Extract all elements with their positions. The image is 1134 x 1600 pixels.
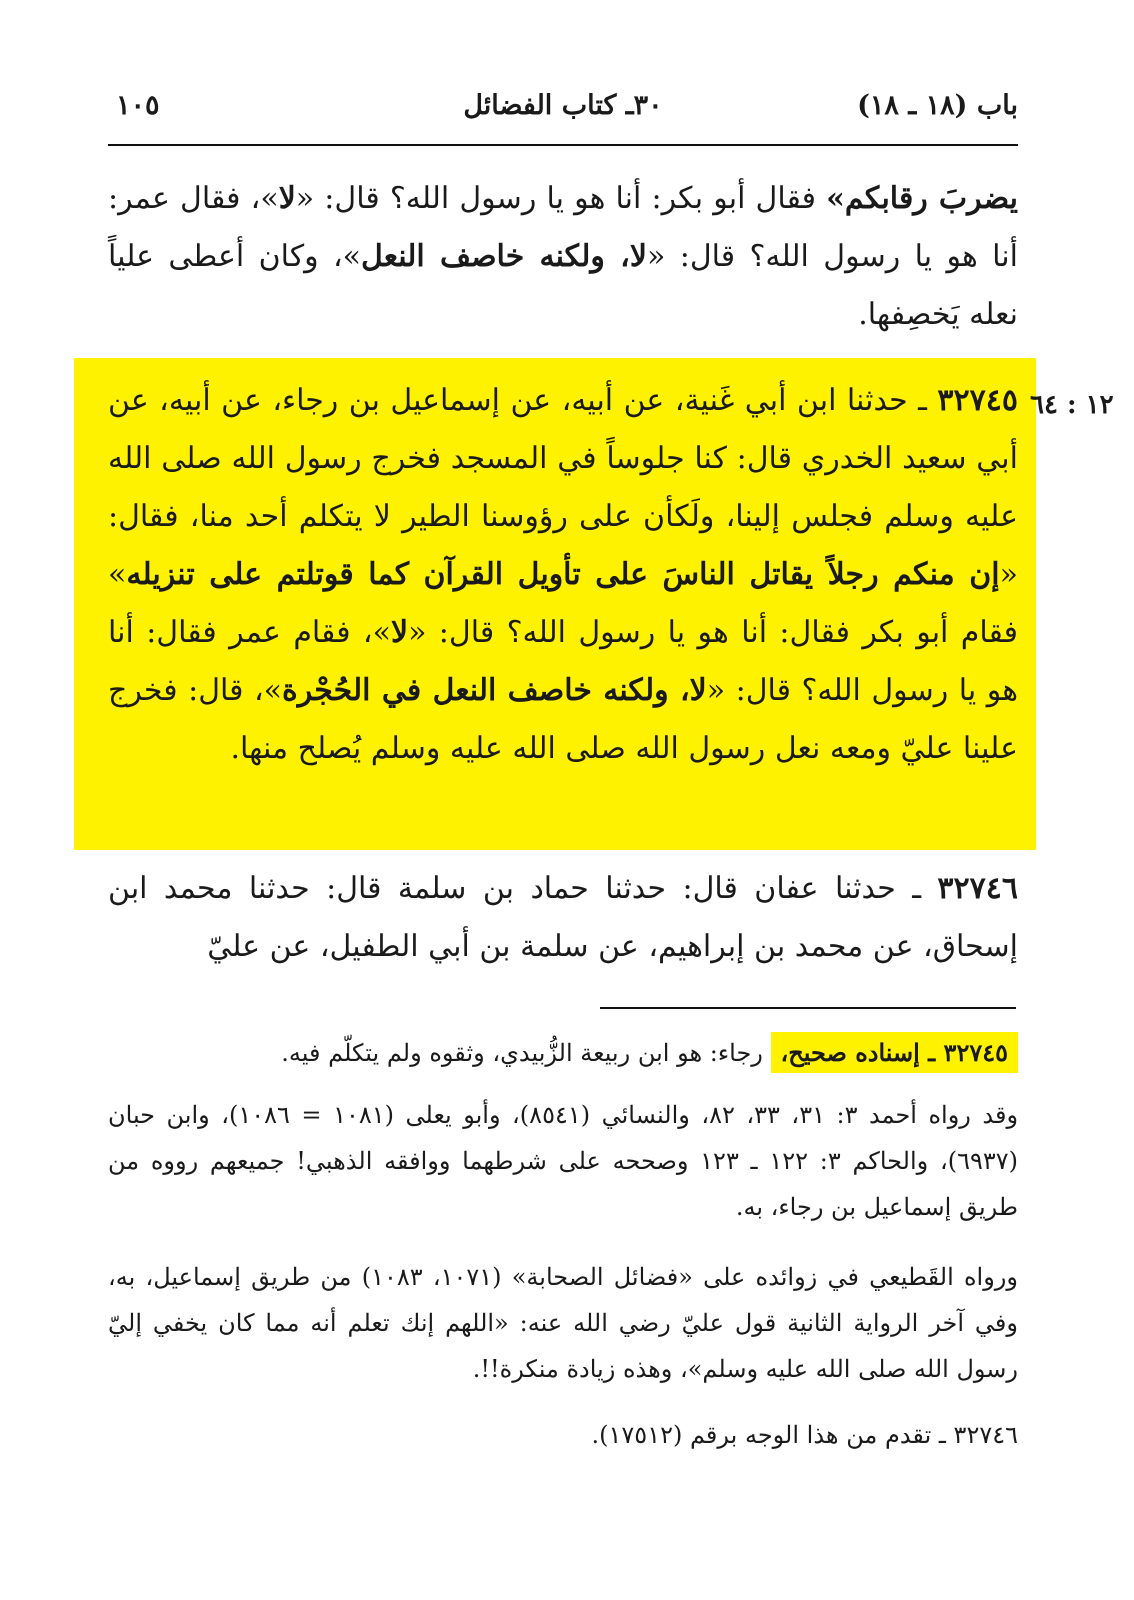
text-run: ـ حدثنا عفان قال: حدثنا حماد بن سلمة قال: حدثنا محمد ابن إسحاق، عن محمد بن إبراهيم، عن سلمة بن أبي الطفيل، عن عليّ xyxy=(108,871,1018,964)
hadith-number: ٣٢٧٤٦ xyxy=(937,871,1018,906)
bold-phrase: يضربَ رقابكم» xyxy=(826,181,1018,216)
hadith-number: ٣٢٧٤٥ xyxy=(937,383,1018,418)
text-run: رجاء: هو ابن ربيعة الزُّبيدي، وثقوه ولم يتكلّم فيه. xyxy=(281,1039,771,1067)
page-number: ١٠٥ xyxy=(116,90,160,121)
bold-phrase: لا xyxy=(278,181,296,216)
text-run: » فقام أبو بكر فقال: أنا هو يا رسول الله؟ قال: « xyxy=(108,557,1018,650)
header-divider xyxy=(108,144,1018,146)
footnote-32746: ٣٢٧٤٦ ـ تقدم من هذا الوجه برقم (١٧٥١٢). xyxy=(591,1421,1018,1449)
bold-phrase: لا، ولكنه خاصف النعل xyxy=(361,239,647,274)
text-run: »، قال: فخرج علينا عليّ ومعه نعل رسول الله صلى الله عليه وسلم يُصلح منها. xyxy=(108,673,1018,766)
hadith-32746 xyxy=(108,860,1018,976)
chapter-reference: باب (١٨ ـ ١٨) xyxy=(857,90,1018,121)
text-run: »، فقام عمر فقال: أنا هو يا رسول الله؟ قال: « xyxy=(108,615,1019,708)
hadith-32745 xyxy=(108,372,1018,778)
footnote-32745 xyxy=(108,1030,1018,1076)
text-run: »، وكان أعطى علياً نعله يَخصِفها. xyxy=(108,239,1018,332)
running-header xyxy=(108,90,1018,132)
bold-phrase: إن منكم رجلاً يقاتل الناسَ على تأويل القرآن كما قوتلتم على تنزيله xyxy=(126,557,1000,592)
continued-paragraph xyxy=(108,170,1018,344)
book-title: ٣٠ـ كتاب الفضائل xyxy=(463,90,663,121)
bold-phrase: لا xyxy=(390,615,409,650)
margin-reference: ١٢ : ٦٤ xyxy=(1030,390,1114,420)
footnote-sources: وقد رواه أحمد ٣: ٣١، ٣٣، ٨٢، والنسائي (٨٥٤١)، وأبو يعلى (١٠٨١ = ١٠٨٦)، وابن حبان (٦٩٣٧)، والحاكم ٣: ١٢٢ ـ ١٢٣ وصححه على شرطهما ووافقه الذهبي! جميعهم رووه من طريق إسماعيل بن رجاء، به. xyxy=(108,1101,1019,1221)
text-run: »، فقال عمر: أنا هو يا رسول الله؟ قال: « xyxy=(108,181,1018,274)
highlighted-footnote-head: ٣٢٧٤٥ ـ إسناده صحيح، xyxy=(771,1032,1019,1073)
footnote-divider xyxy=(600,1007,1016,1009)
text-run: ـ حدثنا ابن أبي غَنية، عن أبيه، عن إسماعيل بن رجاء، عن أبيه، عن أبي سعيد الخدري قال: كنا جلوساً في المسجد فخرج رسول الله صلى الله عليه وسلم فجلس إلينا، ولَكأن على رؤوسنا الطير لا يتكلم أحد منا، فقال: « xyxy=(108,383,1018,592)
text-run: فقال أبو بكر: أنا هو يا رسول الله؟ قال: « xyxy=(295,181,827,216)
bold-phrase: لا، ولكنه خاصف النعل في الحُجْرة xyxy=(282,673,707,708)
footnote-qatii: ورواه القَطيعي في زوائده على «فضائل الصحابة» (١٠٧١، ١٠٨٣) من طريق إسماعيل، به، وفي آخر الرواية الثانية قول عليّ رضي الله عنه: «اللهم إنك تعلم أنه مما كان يخفي إليّ رسول الله صلى الله عليه وسلم»، وهذه زيادة منكرة!!. xyxy=(108,1263,1018,1383)
